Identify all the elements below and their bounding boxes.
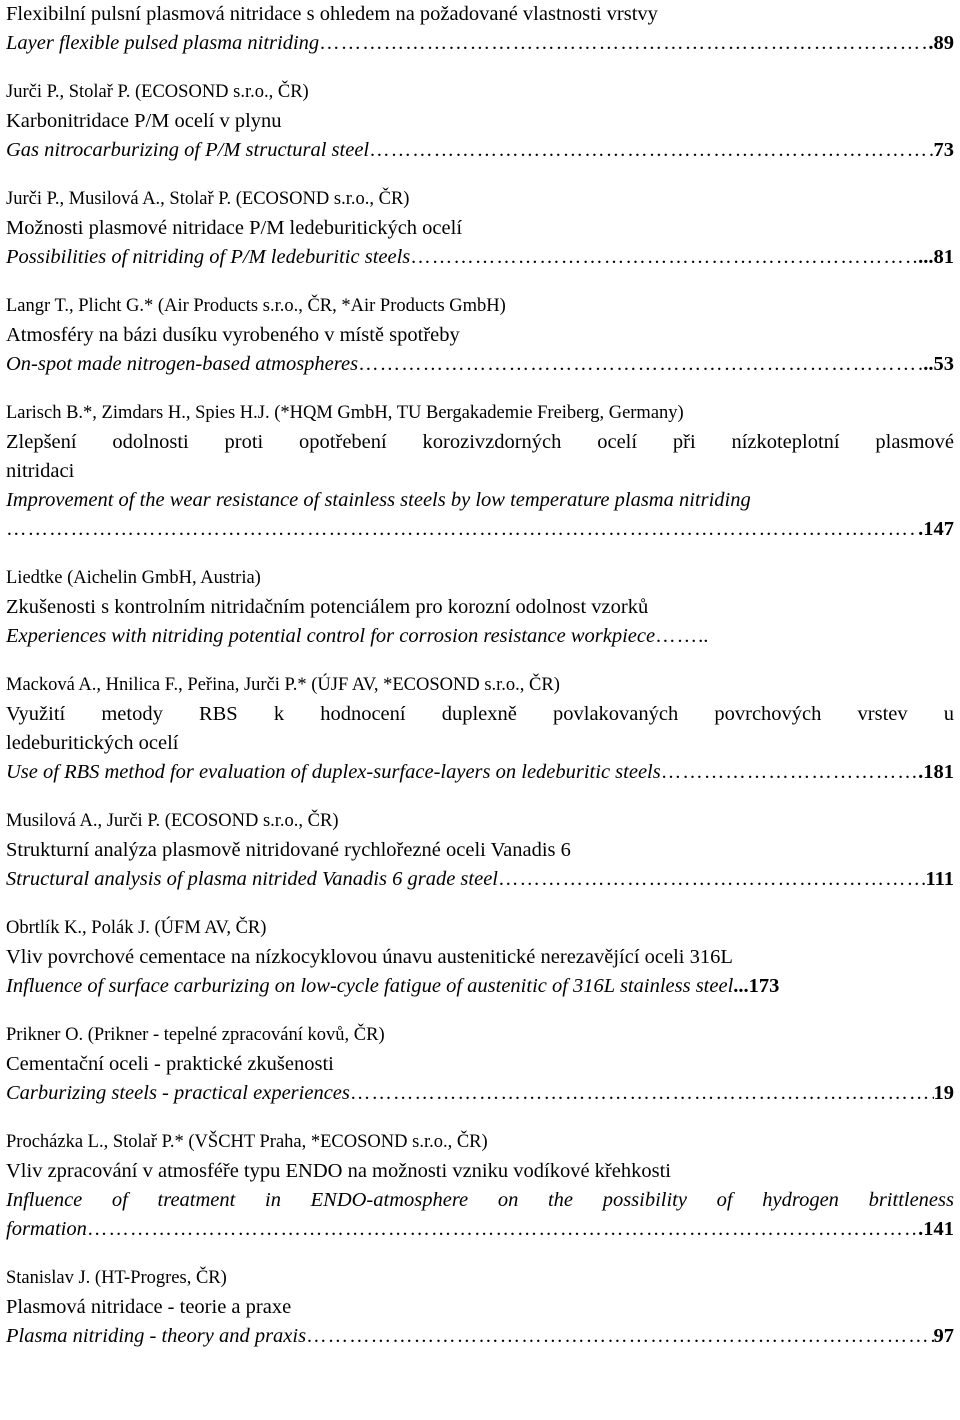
entry-authors: Prikner O. (Prikner - tepelné zpracování kovů, ČR) (6, 1025, 385, 1045)
page-number: 19 (933, 1082, 954, 1104)
entry-title-en-row[interactable] (6, 622, 954, 651)
entry-title-en: Use of RBS method for evaluation of duplex-surface-layers on ledeburitic steels (6, 761, 661, 783)
entry-title-cz: Plasmová nitridace - teorie a praxe (6, 1296, 292, 1318)
toc-entry (6, 399, 954, 544)
entry-leader-row (6, 515, 954, 544)
entry-title-cz: Vliv povrchové cementace na nízkocyklovou únavu austenitické nerezavějící oceli 316L (6, 946, 733, 968)
entry-title-en-row[interactable] (6, 29, 954, 58)
entry-authors: Liedtke (Aichelin GmbH, Austria) (6, 568, 261, 588)
page-number: ...173 (733, 975, 780, 997)
page-number: .141 (918, 1218, 954, 1240)
entry-title-en-row[interactable] (6, 243, 954, 272)
entry-title-en-row[interactable] (6, 1079, 954, 1108)
entry-title-en: Experiences with nitriding potential control for corrosion resistance workpiece (6, 625, 656, 647)
toc-entry (6, 807, 954, 894)
dot-leader (87, 1215, 918, 1244)
entry-title-en-row[interactable] (6, 350, 954, 379)
dot-leader (369, 136, 933, 165)
page-number: 97 (933, 1325, 954, 1347)
entry-authors: Macková A., Hnilica F., Peřina, Jurči P.* (ÚJF AV, *ECOSOND s.r.o., ČR) (6, 675, 560, 695)
entry-title-cz-continued: nitridaci (6, 460, 75, 482)
entry-title-en: Carburizing steels - practical experiences (6, 1082, 350, 1104)
page-number: .181 (918, 761, 954, 783)
entry-title-en: Gas nitrocarburizing of P/M structural steel (6, 139, 370, 161)
entry-title-cz: Možnosti plasmové nitridace P/M ledeburitických ocelí (6, 217, 463, 239)
dot-leader (410, 243, 918, 272)
entry-title-en: Layer flexible pulsed plasma nitriding (6, 32, 320, 54)
toc-entry (6, 185, 954, 272)
entry-title-cz: Karbonitridace P/M ocelí v plynu (6, 110, 282, 132)
toc-entry (6, 1128, 954, 1244)
page-number: .. (698, 625, 709, 647)
entry-authors: Procházka L., Stolař P.* (VŠCHT Praha, *ECOSOND s.r.o., ČR) (6, 1132, 488, 1152)
dot-leader (358, 350, 923, 379)
page-number: .89 (928, 32, 954, 54)
page-number: 73 (933, 139, 954, 161)
entry-authors: Larisch B.*, Zimdars H., Spies H.J. (*HQM GmbH, TU Bergakademie Freiberg, Germany) (6, 403, 684, 423)
entry-title-en-row[interactable] (6, 865, 954, 894)
entry-title-en: Influence of surface carburizing on low-cycle fatigue of austenitic of 316L stainless steel (6, 975, 734, 997)
entry-authors: Obrtlík K., Polák J. (ÚFM AV, ČR) (6, 918, 267, 938)
dot-leader (350, 1079, 934, 1108)
toc-entry (6, 1021, 954, 1108)
entry-title-en-row[interactable] (6, 1322, 954, 1351)
entry-authors: Musilová A., Jurči P. (ECOSOND s.r.o., ČR) (6, 811, 339, 831)
page-number: ...81 (918, 246, 954, 268)
entry-authors: Jurči P., Musilová A., Stolař P. (ECOSOND s.r.o., ČR) (6, 189, 410, 209)
entry-title-en: Plasma nitriding - theory and praxis (6, 1325, 307, 1347)
entry-title-en-continued: formation (6, 1218, 87, 1240)
toc-entry (6, 292, 954, 379)
entry-title-cz: Zlepšení odolnosti proti opotřebení korozivzdorných ocelí při nízkoteplotní plasmové (6, 431, 954, 453)
page-number: 111 (925, 868, 954, 890)
toc-entry (6, 914, 954, 1001)
page-number: ..53 (923, 353, 954, 375)
entry-title-en-row[interactable] (6, 1215, 954, 1244)
entry-authors: Langr T., Plicht G.* (Air Products s.r.o., ČR, *Air Products GmbH) (6, 296, 506, 316)
toc-entry (6, 1264, 954, 1351)
entry-title-cz: Strukturní analýza plasmově nitridované rychlořezné oceli Vanadis 6 (6, 839, 571, 861)
entry-title-cz: Zkušenosti s kontrolním nitridačním potenciálem pro korozní odolnost vzorků (6, 596, 649, 618)
entry-title-cz: Flexibilní pulsní plasmová nitridace s ohledem na požadované vlastnosti vrstvy (6, 3, 658, 25)
entry-title-cz-continued: ledeburitických ocelí (6, 732, 179, 754)
entry-title-en: Structural analysis of plasma nitrided Vanadis 6 grade steel (6, 868, 498, 890)
entry-title-cz: Vliv zpracování v atmosféře typu ENDO na možnosti vzniku vodíkové křehkosti (6, 1160, 671, 1182)
entry-authors: Jurči P., Stolař P. (ECOSOND s.r.o., ČR) (6, 82, 309, 102)
entry-title-en: Possibilities of nitriding of P/M ledeburitic steels (6, 246, 411, 268)
toc-entry (6, 78, 954, 165)
toc-entry (6, 671, 954, 787)
entry-title-en-row[interactable] (6, 136, 954, 165)
entry-title-en[interactable]: Improvement of the wear resistance of stainless steels by low temperature plasma nitriding (6, 489, 751, 511)
dot-leader (319, 29, 928, 58)
toc-entry (6, 564, 954, 651)
entry-title-cz: Využití metody RBS k hodnocení duplexně povlakovaných povrchových vrstev u (6, 703, 954, 725)
entry-title-en-row[interactable] (6, 972, 954, 1001)
dot-leader (306, 1322, 933, 1351)
entry-authors: Stanislav J. (HT-Progres, ČR) (6, 1268, 227, 1288)
dot-leader (661, 758, 918, 787)
entry-title-en[interactable]: Influence of treatment in ENDO-atmosphere on the possibility of hydrogen brittleness (6, 1189, 954, 1211)
entry-title-en-row[interactable] (6, 758, 954, 787)
entry-title-en: On-spot made nitrogen-based atmospheres (6, 353, 359, 375)
entry-title-cz: Atmosféry na bázi dusíku vyrobeného v místě spotřeby (6, 324, 460, 346)
entry-title-cz: Cementační oceli - praktické zkušenosti (6, 1053, 334, 1075)
dot-leader (6, 515, 918, 544)
dot-leader: …… (655, 625, 699, 647)
dot-leader (498, 865, 926, 894)
toc-entry (6, 0, 954, 58)
page-number: .147 (918, 518, 954, 540)
